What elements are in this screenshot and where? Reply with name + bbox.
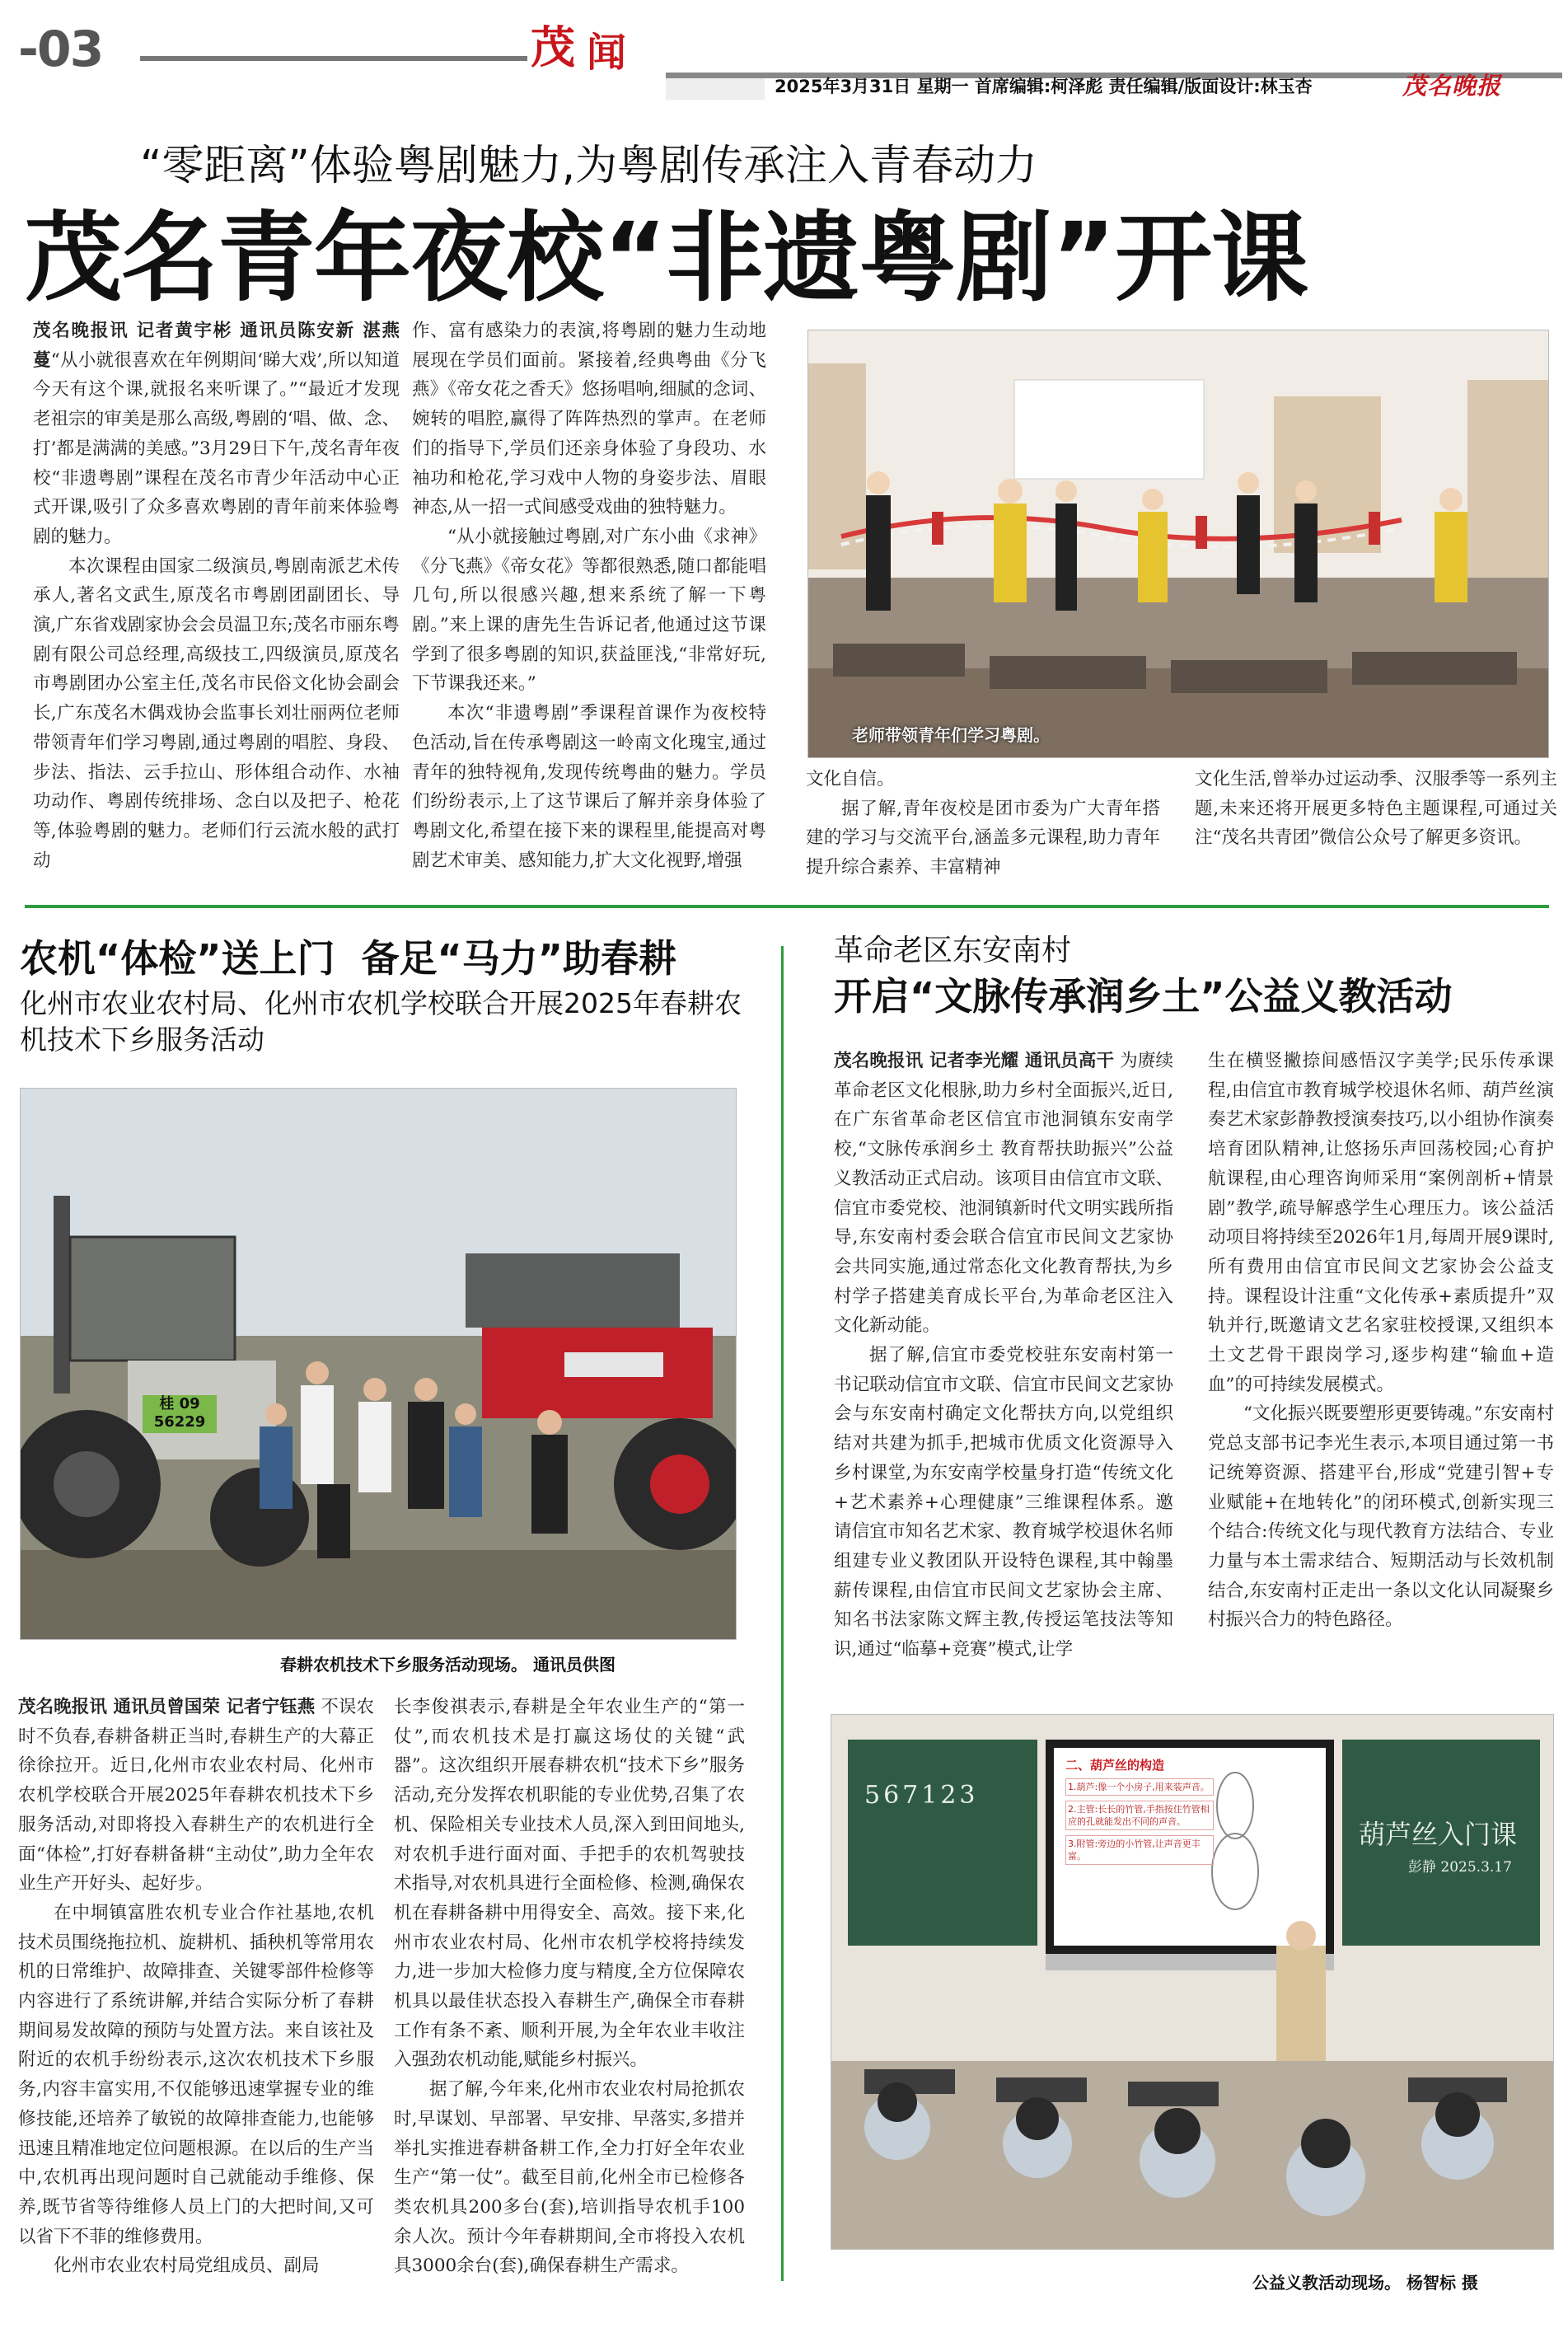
- header-grey-fill: [666, 78, 765, 100]
- article1-column-1: [33, 316, 400, 875]
- article2-col1-p1: 不误农时不负春,春耕备耕正当时,春耕生产的大幕正徐徐拉开。近日,化州市农业农村局、化州市农机学校联合开展2025年春耕农机技术下乡服务活动,对即将投入春耕生产的农机进行全面“体检”,打好春耕备耕“主动仗”,助力全年农业生产开好头、起好步。: [18, 1697, 374, 1895]
- opera-class-illustration: [808, 330, 1549, 758]
- article3-photo: [831, 1714, 1554, 2250]
- section-char-1: 茂: [531, 21, 575, 73]
- page-number: -03: [18, 21, 103, 78]
- article3-col1-p1: 为赓续革命老区文化根脉,助力乡村全面振兴,近日,在广东省革命老区信宜市池洞镇东安南学校,“文脉传承润乡土 教育帮扶助振兴”公益义教活动正式启动。该项目由信宜市文联、信宜市委党校、池洞镇新时代文明实践所指导,东安南村委会联合信宜市民间文艺家协会共同实施,通过常态化文化教育帮扶,为乡村学子搭建美育成长平台,为革命老区注入文化新动能。: [834, 1051, 1173, 1337]
- article2-subhead: 化州市农业农村局、化州市农机学校联合开展2025年春耕农机技术下乡服务活动: [20, 987, 742, 1056]
- article3-headline: 开启“文脉传承润乡土”公益义教活动: [834, 974, 1453, 1019]
- blackboard-signature: 彭静 2025.3.17: [1408, 1859, 1512, 1876]
- article2-byline: 茂名晚报讯 通讯员曾国荣 记者宁钰燕: [18, 1697, 316, 1717]
- article2-headline: 农机“体检”送上门 备足“马力”助春耕: [20, 936, 676, 981]
- newspaper-logo: 茂名晚报: [1402, 72, 1502, 100]
- article2-col1-p3: 化州市农业农村局党组成员、副局: [54, 2255, 320, 2277]
- article1-column-2: [412, 316, 766, 875]
- slide-item-3: 3.附管:旁边的小竹管,让声音更丰富。: [1065, 1835, 1214, 1865]
- article1-col1-p2: 本次课程由国家二级演员,粤剧南派艺术传承人,著名文武生,原茂名市粤剧团副团长、导演,广东省戏剧家协会会员温卫东;茂名市丽东粤剧有限公司总经理,高级技工,四级演员,原茂名市粤剧团办公室主任,茂名市民俗文化协会副会长,广东茂名木偶戏协会监事长刘壮丽两位老师带领青年们学习粤剧,通过粤剧的唱腔、身段、步法、指法、云手拉山、形体组合动作、水袖功动作、粤剧传统排场、念白以及把子、枪花等,体验粤剧的魅力。老师们行云流水般的武打动: [33, 555, 400, 871]
- article2-col2-p2: 据了解,今年来,化州市农业农村局抢抓农时,早谋划、早部署、早安排、早落实,多措并举扎实推进春耕备耕工作,全力打好全年农业生产“第一仗”。截至目前,化州全市已检修各类农机具200多台(套),培训指导农机手100余人次。预计今年春耕期间,全市将投入农机具3000余台(套),确保春耕生产需求。: [394, 2079, 745, 2277]
- article3-col2-p1: 生在横竖撇捺间感悟汉字美学;民乐传承课程,由信宜市教育城学校退休名师、葫芦丝演奏艺术家彭静教授演奏技巧,以小组协作演奏培育团队精神,让悠扬乐声回荡校园;心育护航课程,由心理咨询师采用“案例剖析+情景剧”教学,疏导解惑学生心理压力。该公益活动项目将持续至2026年1月,每周开展9课时,所有费用由信宜市民间文艺家协会公益支持。课程设计注重“文化传承+素质提升”双轨并行,既邀请文艺名家驻校授课,又组织本土文艺骨干跟岗学习,逐步构建“输血+造血”的可持续发展模式。: [1208, 1051, 1554, 1395]
- article1-col2-p3: 本次“非遗粤剧”季课程首课作为夜校特色活动,旨在传承粤剧这一岭南文化瑰宝,通过青年的独特视角,发现传统粤曲的魅力。学员们纷纷表示,上了这节课后了解并亲身体验了粤剧文化,希望在接下来的课程里,能提高对粤剧艺术审美、感知能力,扩大文化视野,增强: [412, 703, 766, 871]
- vertical-divider: [781, 946, 784, 2281]
- section-char-2: 闻: [587, 30, 627, 76]
- section-divider: [25, 905, 1549, 908]
- article2-column-1: [18, 1693, 374, 2281]
- article3-column-2: [1208, 1047, 1554, 1635]
- article1-col2-p2: “从小就接触过粤剧,对广东小曲《求神》《分飞燕》《帝女花》等都很熟悉,随口都能唱几句,所以很感兴趣,想来系统了解一下粤剧。”来上课的唐先生告诉记者,他通过这节课学到了很多粤剧的知识,获益匪浅,“非常好玩,下节课我还来。”: [412, 526, 766, 695]
- blackboard-right-text: 葫芦丝入门课: [1359, 1819, 1518, 1850]
- slide-content: [1065, 1756, 1214, 1865]
- article1-photo: [807, 330, 1549, 758]
- article1-kicker: “零距离”体验粤剧魅力,为粤剧传承注入青春动力: [140, 142, 1038, 190]
- article1-column-4: [1195, 765, 1557, 853]
- article2-col2-p1: 长李俊祺表示,春耕是全年农业生产的“第一仗”,而农机技术是打赢这场仗的关键“武器”。这次组织开展春耕农机“技术下乡”服务活动,充分发挥农机职能的专业优势,召集了农机、保险相关专业技术人员,深入到田间地头,对农机手进行面对面、手把手的农机驾驶技术指导,对农机具进行全面检修、检测,确保农机在春耕备耕中用得安全、高效。接下来,化州市农业农村局、化州市农机学校将持续发力,进一步加大检修力度与精度,全方位保障农机具以最佳状态投入春耕生产,确保全市春耕工作有条不紊、顺利开展,为全年农业丰收注入强劲农机动能,赋能乡村振兴。: [394, 1697, 745, 2071]
- header-left-rule: [140, 56, 527, 61]
- article1-col1-p1: “从小就很喜欢在年例期间‘睇大戏’,所以知道今天有这个课,就报名来听课了。”“最近才发现老祖宗的审美是那么高级,粤剧的‘唱、做、念、打’都是满满的美感。”3月29日下午,茂名青年夜校“非遗粤剧”课程在茂名市青少年活动中心正式开课,吸引了众多喜欢粤剧的青年前来体验粤剧的魅力。: [33, 349, 400, 547]
- article1-headline: 茂名青年夜校“非遗粤剧”开课: [25, 201, 1308, 315]
- article2-photo: [20, 1088, 737, 1640]
- article1-col2-p1: 作、富有感染力的表演,将粤剧的魅力生动地展现在学员们面前。紧接着,经典粤曲《分飞燕》《帝女花之香夭》悠扬唱响,细腻的念词、婉转的唱腔,赢得了阵阵热烈的掌声。在老师们的指导下,学员们还亲身体验了身段功、水袖功和枪花,学习戏中人物的身姿步法、眉眼神态,从一招一式间感受戏曲的独特魅力。: [412, 321, 766, 518]
- article1-byline: 茂名晚报讯 记者黄宇彬 通讯员陈安新 湛燕蔓: [33, 321, 400, 371]
- article3-col1-p2: 据了解,信宜市委党校驻东安南村第一书记联动信宜市文联、信宜市民间文艺家协会与东安南村确定文化帮扶方向,以党组织结对共建为抓手,把城市优质文化资源导入乡村课堂,为东安南学校量身打造“传统文化+艺术素养+心理健康”三维课程体系。邀请信宜市知名艺术家、教育城学校退休名师组建专业义教团队开设特色课程,其中翰墨薪传课程,由信宜市民间文艺家协会主席、知名书法家陈文辉主教,传授运笔技法等知识,通过“临摹+竞赛”模式,让学: [834, 1345, 1173, 1661]
- article2-column-2: [394, 1693, 745, 2281]
- tractor-scene-illustration: [21, 1089, 737, 1640]
- article3-column-1: [834, 1047, 1173, 1665]
- blackboard-left-text: 567123: [864, 1781, 979, 1810]
- article1-column-3: [806, 765, 1160, 883]
- tractor-license-plate: 桂 09 56229: [153, 1395, 206, 1431]
- article3-col2-p2: “文化振兴既要塑形更要铸魂。”东安南村党总支部书记李光生表示,本项目通过第一书记统筹资源、搭建平台,形成“党建引智+专业赋能+在地转化”的闭环模式,创新实现三个结合:传统文化与现代教育方法结合、专业力量与本土需求结合、短期活动与长效机制结合,东安南村正走出一条以文化认同凝聚乡村振兴合力的特色路径。: [1208, 1403, 1554, 1631]
- article2-col1-p2: 在中垌镇富胜农机专业合作社基地,农机技术员围绕拖拉机、旋耕机、插秧机等常用农机的日常维护、故障排查、关键零部件检修等内容进行了系统讲解,并结合实际分析了春耕期间易发故障的预防与处置方法。来自该社及附近的农机手纷纷表示,这次农机技术下乡服务,内容丰富实用,不仅能够迅速掌握专业的维修技能,还培养了敏锐的故障排查能力,也能够迅速且精准地定位问题根源。在以后的生产当中,农机再出现问题时自己就能动手维修、保养,既节省等待维修人员上门的大把时间,又可以省下不菲的维修费用。: [18, 1902, 374, 2247]
- article1-col4-text: 文化生活,曾举办过运动季、汉服季等一系列主题,未来还将开展更多特色主题课程,可通过关注“茂名共青团”微信公众号了解更多资讯。: [1195, 769, 1557, 849]
- article3-byline: 茂名晚报讯 记者李光耀 通讯员高干: [834, 1051, 1115, 1071]
- article1-col3-p2: 据了解,青年夜校是团市委为广大青年搭建的学习与交流平台,涵盖多元课程,助力青年提升综合素养、丰富精神: [806, 798, 1160, 878]
- dateline: 2025年3月31日 星期一 首席编辑:柯泽彪 责任编辑/版面设计:林玉杏: [775, 77, 1313, 96]
- slide-item-2: 2.主管:长长的竹管,手指按住竹管相应的孔就能发出不同的声音。: [1065, 1801, 1214, 1830]
- section-title: [531, 21, 651, 82]
- article1-col3-text: 文化自信。: [806, 769, 895, 789]
- slide-title: 二、葫芦丝的构造: [1065, 1758, 1165, 1773]
- article3-photo-caption: 公益义教活动现场。 杨智标 摄: [1252, 2273, 1478, 2293]
- article3-kicker: 革命老区东安南村: [834, 934, 1072, 967]
- slide-item-1: 1.葫芦:像一个小房子,用来装声音。: [1065, 1778, 1214, 1796]
- article1-photo-caption: 老师带领青年们学习粤剧。: [852, 725, 1050, 745]
- article2-photo-caption: 春耕农机技术下乡服务活动现场。 通讯员供图: [280, 1655, 615, 1675]
